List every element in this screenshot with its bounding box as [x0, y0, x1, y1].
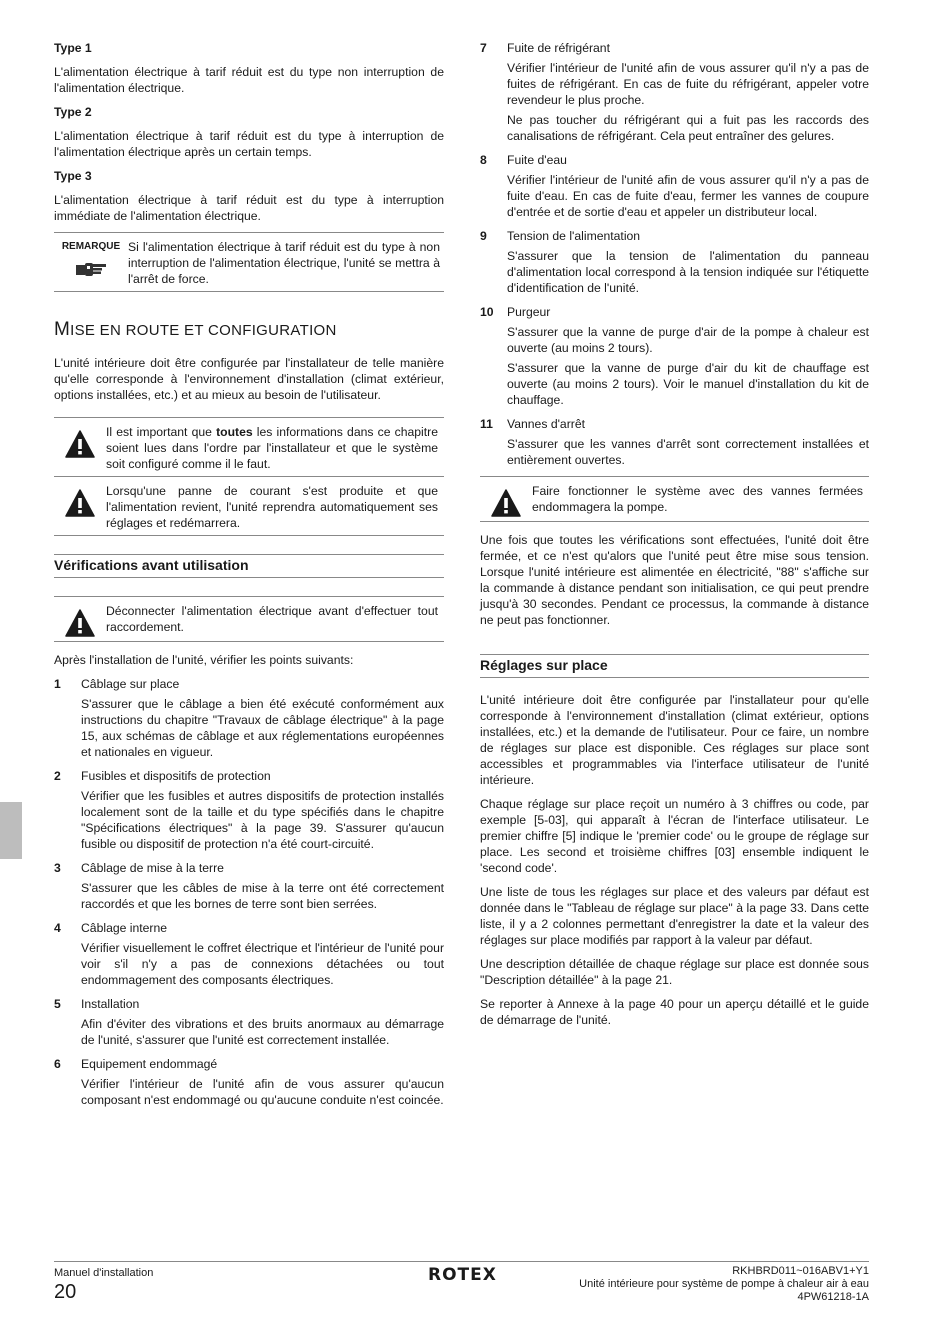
- warning-box-3: [54, 596, 444, 642]
- footer-model: RKHBRD011~016ABV1+Y1: [732, 1265, 869, 1277]
- type-2-block: [54, 104, 444, 160]
- item-title: Vannes d'arrêt: [507, 417, 585, 431]
- settings-paragraph: Se reporter à Annexe à la page 40 pour un aperçu détaillé et le guide de démarrage de l'unité.: [480, 997, 869, 1027]
- settings-paragraph: L'unité intérieure doit être configurée par l'installateur pour qu'elle corresponde à l'environnement d'installation (climat extérieur, options installées, etc.) et la demande de l'utilisateur. Pour ce faire, un nombre de réglages sur place est disponible. Ces réglages sur place sont accessibles et programmables via l'interface utilisateur de l'unité intérieure.: [480, 693, 869, 787]
- list-item: [480, 40, 869, 144]
- item-text: Ne pas toucher du réfrigérant qui a fuit pas les raccords des canalisations de réfrigérant. Cela peut entraîner des gelures.: [507, 113, 869, 143]
- item-text: Vérifier l'intérieur de l'unité afin de vous assurer qu'il n'y a pas de fuite d'eau. En cas de fuite d'eau, fermer les vannes de coupure d'entrée et de sortie d'eau et appeler un distributeur local.: [507, 173, 869, 219]
- footer-doc-code: 4PW61218-1A: [797, 1291, 869, 1303]
- item-text: S'assurer que la vanne de purge d'air du kit de chauffage est ouverte (au moins 2 tours). Voir le manuel d'installation du kit de chauffage.: [507, 361, 869, 407]
- type-1-title: Type 1: [54, 41, 92, 55]
- footer-doc-type: Manuel d'installation: [54, 1267, 154, 1279]
- item-text: Vérifier l'intérieur de l'unité afin de vous assurer qu'il n'y a pas de fuites de réfrigérant. En cas de fuite du réfrigérant, appeler votre revendeur le plus proche.: [507, 61, 869, 107]
- list-item: [480, 152, 869, 220]
- type-1-text: L'alimentation électrique à tarif réduit est du type non interruption de l'alimentation électrique.: [54, 65, 444, 95]
- rotex-logo: ROTEX: [428, 1265, 497, 1285]
- warning-box-2: [54, 477, 444, 536]
- warning-text-4: Faire fonctionner le système avec des vannes fermées endommagera la pompe.: [532, 484, 863, 514]
- remark-box: [54, 232, 444, 292]
- item-number: 7: [480, 41, 487, 55]
- list-item: [54, 1056, 444, 1108]
- item-number: 9: [480, 229, 487, 243]
- type-3-text: L'alimentation électrique à tarif réduit est du type à interruption immédiate de l'alimentation électrique.: [54, 193, 444, 223]
- list-item: [480, 304, 869, 408]
- footer-divider: [54, 1261, 869, 1262]
- pointing-hand-icon: [74, 259, 108, 279]
- type-3-title: Type 3: [54, 169, 92, 183]
- type-2-text: L'alimentation électrique à tarif réduit est du type à interruption de l'alimentation électrique après un certain temps.: [54, 129, 444, 159]
- item-text: S'assurer que les vannes d'arrêt sont correctement installées et entièrement ouvertes.: [507, 437, 869, 467]
- warning-text-1-bold: toutes: [216, 425, 253, 439]
- warning-text-1-post: les informations dans ce chapitre soient lues dans l'ordre par l'installateur et que le système soit configuré comme il le faut.: [106, 425, 438, 471]
- item-text: S'assurer que les câbles de mise à la terre ont été correctement raccordés et que les bornes de terre sont bien serrées.: [81, 881, 444, 911]
- settings-paragraph: Une liste de tous les réglages sur place et des valeurs par défaut est donnée dans le "Tableau de réglage sur place" à la page 33. Dans cette liste, il y a 2 colonnes permettant d'enregistrer la date et la valeur des réglages sur place modifiés par rapport à la valeur par défaut.: [480, 885, 869, 947]
- remark-tag: [54, 239, 128, 287]
- list-item: [54, 920, 444, 988]
- item-number: 6: [54, 1057, 61, 1071]
- list-item: [54, 996, 444, 1048]
- section-title-initial: M: [54, 319, 71, 340]
- settings-paragraph: Une description détaillée de chaque réglage sur place est donnée sous "Description détaillée" à la page 21.: [480, 957, 869, 987]
- list-item: [480, 228, 869, 296]
- warning-triangle-icon: [65, 609, 95, 637]
- chapter-side-tab: [0, 802, 22, 859]
- item-text: S'assurer que la tension de l'alimentation du panneau d'alimentation local correspond à la tension indiquée sur l'étiquette d'identification de l'unité.: [507, 249, 869, 295]
- warning-text-1: [106, 424, 444, 472]
- item-number: 11: [480, 417, 493, 431]
- item-text: S'assurer que la vanne de purge d'air de la pompe à chaleur est ouverte (au moins 2 tours).: [507, 325, 869, 355]
- item-number: 8: [480, 153, 487, 167]
- warning-box-4: [480, 476, 869, 522]
- warning-triangle-icon: [491, 489, 521, 517]
- intro-paragraph: L'unité intérieure doit être configurée par l'installateur de telle manière qu'elle corresponde à l'environnement d'installation (climat extérieur, options installées, etc.) et au mieux au besoin de l'utilisateur.: [54, 356, 444, 402]
- list-item: [54, 860, 444, 912]
- type-3-block: [54, 168, 444, 224]
- item-text: Afin d'éviter des vibrations et des bruits anormaux au démarrage de l'unité, s'assurer que l'unité est correctement installée.: [81, 1017, 444, 1047]
- type-1-block: [54, 40, 444, 96]
- list-item: [54, 676, 444, 760]
- remark-text: Si l'alimentation électrique à tarif réduit est du type à non interruption de l'alimentation électrique, l'unité se mettra à l'arrêt de force.: [128, 240, 440, 286]
- warning-text-1-pre: Il est important que: [106, 425, 217, 439]
- after-install-text: Après l'installation de l'unité, vérifier les points suivants:: [54, 653, 354, 667]
- subsection-settings-title: Réglages sur place: [480, 654, 869, 678]
- item-title: Fusibles et dispositifs de protection: [81, 769, 271, 783]
- checks-list-left: [54, 676, 444, 1108]
- item-title: Fuite de réfrigérant: [507, 41, 610, 55]
- checks-list-right: [480, 40, 869, 468]
- footer-description: Unité intérieure pour système de pompe à chaleur air à eau: [579, 1278, 869, 1290]
- item-text: S'assurer que le câblage a bien été exécuté conformément aux instructions du chapitre "Travaux de câblage électrique" à la page 15, aux schémas de câblage et aux réglementations européennes et nationales en vigueur.: [81, 697, 444, 759]
- item-title: Tension de l'alimentation: [507, 229, 641, 243]
- item-number: 2: [54, 769, 61, 783]
- item-title: Installation: [81, 997, 140, 1011]
- list-item: [480, 416, 869, 468]
- warning-box-1: [54, 417, 444, 477]
- item-text: Vérifier visuellement le coffret électrique et l'intérieur de l'unité pour voir s'il n'y a pas de connexions détachées ou tout endommagement des composants électriques.: [81, 941, 444, 987]
- type-2-title: Type 2: [54, 105, 92, 119]
- list-item: [54, 768, 444, 852]
- item-number: 4: [54, 921, 61, 935]
- right-column: [480, 40, 869, 1036]
- warning-text-3: Déconnecter l'alimentation électrique avant d'effectuer tout raccordement.: [106, 604, 438, 634]
- section-title-rest: ISE EN ROUTE ET CONFIGURATION: [70, 322, 337, 339]
- item-number: 3: [54, 861, 61, 875]
- footer-right: [579, 1265, 869, 1304]
- item-title: Câblage sur place: [81, 677, 180, 691]
- item-number: 1: [54, 677, 61, 691]
- subsection-checks-title: Vérifications avant utilisation: [54, 554, 444, 578]
- footer-left: [54, 1265, 153, 1303]
- warning-triangle-icon: [65, 489, 95, 517]
- item-title: Fuite d'eau: [507, 153, 567, 167]
- section-title: [54, 319, 444, 340]
- remark-label: REMARQUE: [61, 241, 121, 252]
- item-text: Vérifier que les fusibles et autres dispositifs de protection installés localement sont de la taille et du type spécifiés dans le chapitre "Spécifications électriques" à la page 39. S'assurer qu'aucun fusible ou dispositif de protection n'a été court-circuité.: [81, 789, 444, 851]
- item-text: Vérifier l'intérieur de l'unité afin de vous assurer qu'aucun composant n'est endommagé ou qu'aucune conduite n'est coincée.: [81, 1077, 444, 1107]
- page-number: 20: [54, 1281, 77, 1303]
- warning-triangle-icon: [65, 430, 95, 458]
- item-title: Purgeur: [507, 305, 551, 319]
- settings-paragraph: Chaque réglage sur place reçoit un numéro à 3 chiffres ou code, par exemple [5-03], qui apparaît à l'écran de l'interface utilisateur. Le premier chiffre [5] indique le 'premier code' ou le groupe de réglage sur place. Les second et troisième chiffres [03] ensemble indiquent le 'second code'.: [480, 797, 869, 875]
- left-column: [54, 40, 444, 1116]
- item-number: 5: [54, 997, 61, 1011]
- after-checks-text: Une fois que toutes les vérifications sont effectuées, l'unité doit être fermée, et ce n'est qu'alors que l'unité peut être mise sous tension. Lorsque l'unité intérieure est alimentée en électricité, "88" s'affiche sur la commande à distance pendant son initialisation, ce qui peut prendre jusqu'à 30 secondes. Pendant ce processus, la commande à distance ne peut pas fonctionner.: [480, 533, 869, 627]
- item-number: 10: [480, 305, 494, 319]
- item-title: Câblage interne: [81, 921, 168, 935]
- item-title: Equipement endommagé: [81, 1057, 218, 1071]
- item-title: Câblage de mise à la terre: [81, 861, 224, 875]
- warning-text-2: Lorsqu'une panne de courant s'est produite et que l'alimentation revient, l'unité reprendra automatiquement ses réglages et redémarrera.: [106, 484, 438, 530]
